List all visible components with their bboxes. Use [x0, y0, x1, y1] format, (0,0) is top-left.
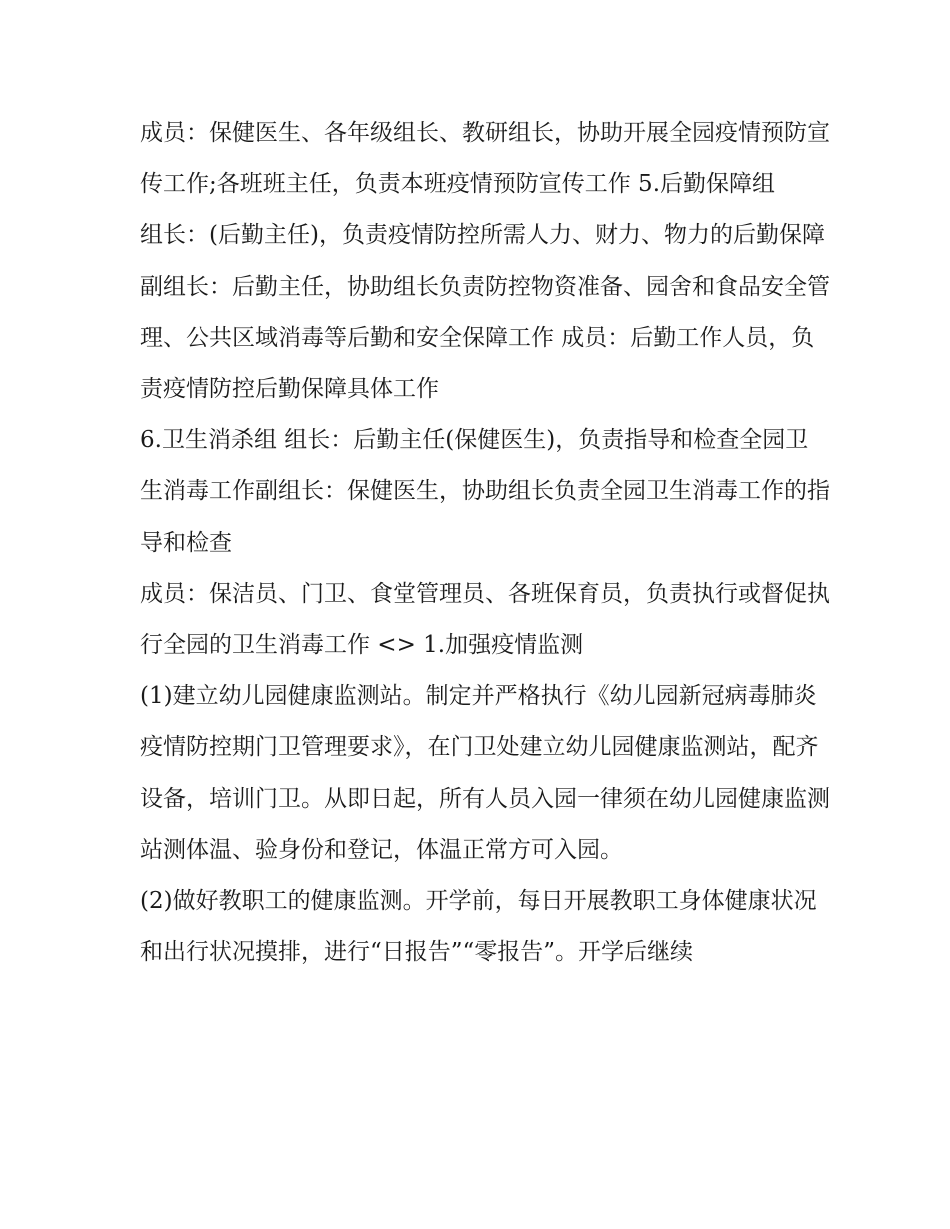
paragraph-staff-health-monitoring: (2)做好教职工的健康监测。开学前，每日开展教职工身体健康状况和出行状况摸排，进行“日报告”“零报告”。开学后继续 — [140, 888, 817, 966]
paragraph-health-promotion-members: 成员：保健医生、各年级组长、教研组长，协助开展全园疫情预防宣传工作;各班班主任，负责本班疫情预防宣传工作 5.后勤保障组 — [140, 120, 830, 198]
document-body — [140, 108, 830, 978]
paragraph-disinfection-members: 成员：保洁员、门卫、食堂管理员、各班保育员，负责执行或督促执行全园的卫生消毒工作 <> 1.加强疫情监测 — [140, 580, 830, 659]
paragraph-logistics-leader: 组长：(后勤主任)，负责疫情防控所需人力、财力、物力的后勤保障 — [140, 222, 825, 249]
paragraph-health-monitoring-station: (1)建立幼儿园健康监测站。制定并严格执行《幼儿园新冠病毒肺炎疫情防控期门卫管理要求》，在门卫处建立幼儿园健康监测站，配齐设备，培训门卫。从即日起，所有人员入园一律须在幼儿园健康监测站测体温、验身份和登记，体温正常方可入园。 — [140, 683, 830, 863]
paragraph-logistics-deputy: 副组长：后勤主任，协助组长负责防控物资准备、园舍和食品安全管理、公共区域消毒等后勤和安全保障工作 成员：后勤工作人员，负责疫情防控后勤保障具体工作 — [140, 273, 830, 403]
paragraph-disinfection-group: 6.卫生消杀组 组长：后勤主任(保健医生)，负责指导和检查全园卫生消毒工作副组长：保健医生，协助组长负责全园卫生消毒工作的指导和检查 — [140, 427, 830, 556]
